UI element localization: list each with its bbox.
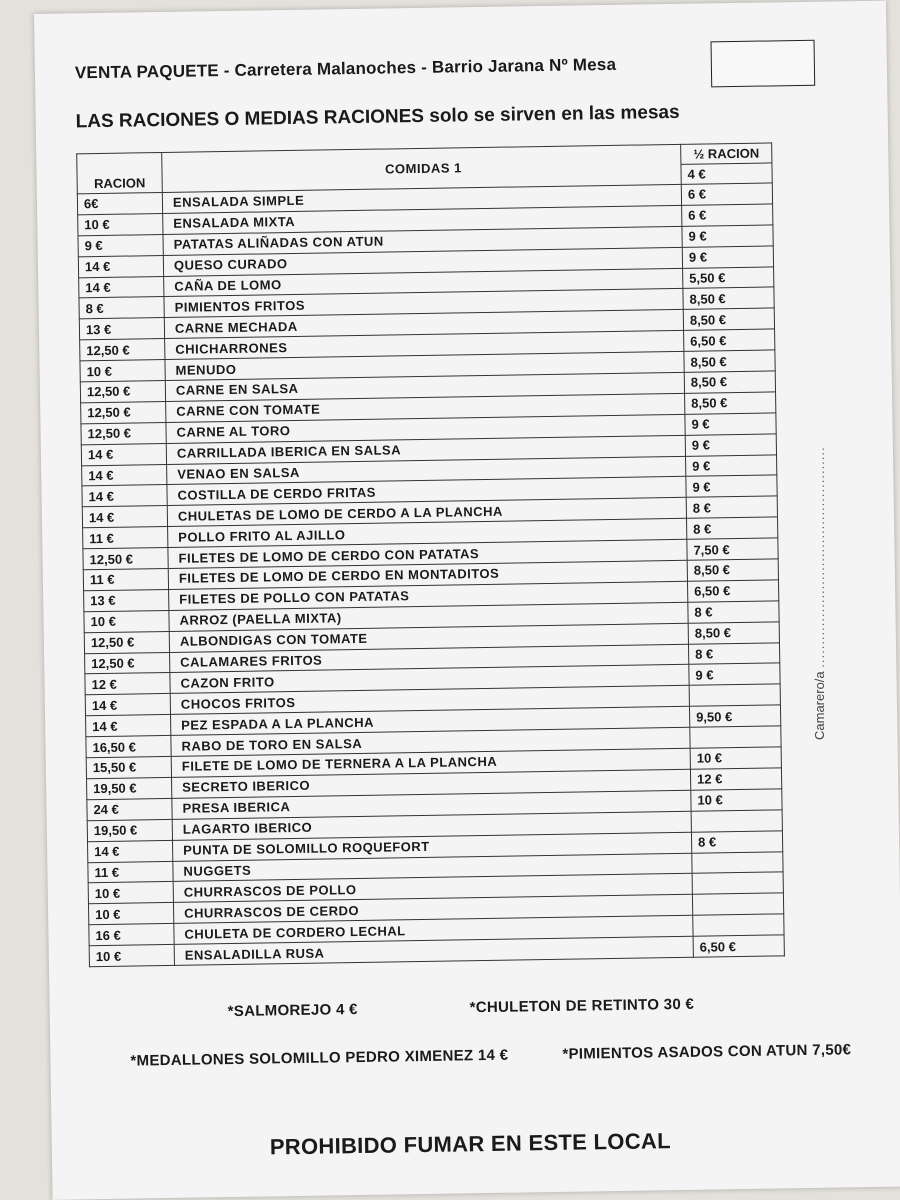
racion-price: 9 € (78, 234, 163, 256)
dish-name: CAÑA DE LOMO (164, 268, 683, 297)
racion-price: 10 € (80, 360, 165, 382)
racion-price: 10 € (88, 882, 173, 904)
dish-name: MENUDO (165, 351, 684, 380)
dish-name: ENSALADILLA RUSA (174, 936, 693, 965)
media-racion-price: 7,50 € (687, 538, 778, 560)
media-racion-price: 6,50 € (687, 580, 778, 602)
dish-name: FILETES DE LOMO DE CERDO CON PATATAS (168, 539, 687, 568)
racion-price: 16,50 € (86, 736, 171, 758)
media-racion-price: 8 € (691, 830, 782, 852)
racion-price: 12,50 € (81, 422, 166, 444)
media-racion-price: 8,50 € (683, 308, 774, 330)
header-racion: RACION (77, 153, 163, 194)
dish-name: CARNE MECHADA (164, 310, 683, 339)
racion-price: 12,50 € (80, 339, 165, 361)
no-smoking-notice: PROHIBIDO FUMAR EN ESTE LOCAL (269, 1128, 672, 1160)
racion-price: 10 € (78, 213, 163, 235)
dish-name: ARROZ (PAELLA MIXTA) (169, 602, 688, 631)
dish-name: PRESA IBERICA (172, 790, 691, 819)
dish-name: COSTILLA DE CERDO FRITAS (167, 477, 686, 506)
racion-price: 11 € (83, 527, 168, 549)
racion-price: 11 € (83, 568, 168, 590)
racion-price: 11 € (88, 861, 173, 883)
racion-price: 12,50 € (81, 401, 166, 423)
racion-price: 12,50 € (85, 652, 170, 674)
racion-price: 14 € (82, 506, 167, 528)
header-comidas: COMIDAS 1 (162, 144, 682, 192)
racion-price: 14 € (88, 840, 173, 862)
racion-price: 15,50 € (86, 756, 171, 778)
waiter-label: Camarero/a (812, 671, 827, 740)
dish-name: PATATAS ALIÑADAS CON ATUN (163, 226, 682, 255)
media-racion-price: 10 € (690, 747, 781, 769)
media-racion-price: 8,50 € (684, 350, 775, 372)
dish-name: POLLO FRITO AL AJILLO (168, 519, 687, 548)
media-racion-price (689, 684, 780, 706)
media-racion-price: 9 € (682, 225, 773, 247)
media-racion-price: 8,50 € (684, 371, 775, 393)
first-media-price: 4 € (681, 162, 771, 183)
dish-name: FILETES DE LOMO DE CERDO EN MONTADITOS (168, 560, 687, 589)
dish-name: SECRETO IBERICO (172, 769, 691, 798)
racion-price: 12,50 € (80, 380, 165, 402)
dish-name: LAGARTO IBERICO (172, 811, 691, 840)
racion-price: 14 € (81, 443, 166, 465)
dish-name: CARNE EN SALSA (165, 372, 684, 401)
dish-name: ENSALADA MIXTA (163, 205, 682, 234)
extra-salmorejo: *SALMOREJO 4 € (227, 1001, 358, 1021)
media-racion-price: 9 € (685, 413, 776, 435)
dish-name: CARNE AL TORO (166, 414, 685, 443)
extra-medallones: *MEDALLONES SOLOMILLO PEDRO XIMENEZ 14 € (130, 1046, 509, 1070)
dish-name: FILETE DE LOMO DE TERNERA A LA PLANCHA (171, 748, 690, 777)
dish-name: CHULETA DE CORDERO LECHAL (174, 915, 693, 944)
dish-name: CARNE CON TOMATE (166, 393, 685, 422)
media-racion-price: 6 € (682, 204, 773, 226)
service-notice: LAS RACIONES O MEDIAS RACIONES solo se sirven en las mesas (75, 101, 680, 133)
menu-sheet (34, 1, 900, 1200)
dish-name: CARRILLADA IBERICA EN SALSA (166, 435, 685, 464)
media-racion-price (693, 914, 784, 936)
racion-price: 6€ (77, 193, 162, 215)
racion-price: 10 € (88, 903, 173, 925)
racion-price: 10 € (89, 944, 174, 966)
media-racion-price: 8 € (688, 642, 779, 664)
media-racion-price: 8,50 € (683, 287, 774, 309)
racion-price: 12 € (85, 673, 170, 695)
header-media-racion (681, 143, 773, 184)
dish-name: CHULETAS DE LOMO DE CERDO A LA PLANCHA (167, 498, 686, 527)
dish-name: NUGGETS (173, 853, 692, 882)
media-racion-price (692, 851, 783, 873)
media-racion-price: 6,50 € (684, 329, 775, 351)
media-racion-price: 8,50 € (688, 622, 779, 644)
dish-name: VENAO EN SALSA (167, 456, 686, 485)
racion-price: 14 € (85, 694, 170, 716)
dish-name: CAZON FRITO (170, 665, 689, 694)
dish-name: PEZ ESPADA A LA PLANCHA (171, 707, 690, 736)
dish-name: ENSALADA SIMPLE (162, 184, 681, 213)
dish-name: CHICHARRONES (165, 331, 684, 360)
racion-price: 10 € (84, 610, 169, 632)
dish-name: FILETES DE POLLO CON PATATAS (169, 581, 688, 610)
media-racion-price: 10 € (691, 789, 782, 811)
waiter-field (812, 446, 827, 740)
racion-price: 8 € (79, 297, 164, 319)
media-racion-price: 9,50 € (689, 705, 780, 727)
media-racion-price: 8 € (686, 496, 777, 518)
dish-name: CHURRASCOS DE CERDO (173, 895, 692, 924)
media-racion-price (692, 872, 783, 894)
header-media-racion-label: ½ RACION (693, 145, 760, 162)
media-racion-price: 8,50 € (685, 392, 776, 414)
extra-chuleton: *CHULETON DE RETINTO 30 € (469, 995, 695, 1017)
racion-price: 19,50 € (87, 777, 172, 799)
racion-price: 13 € (79, 318, 164, 340)
media-racion-price: 8,50 € (687, 559, 778, 581)
media-racion-price: 9 € (682, 246, 773, 268)
racion-price: 14 € (86, 715, 171, 737)
racion-price: 14 € (78, 255, 163, 277)
racion-price: 12,50 € (83, 548, 168, 570)
extra-pimientos-asados: *PIMIENTOS ASADOS CON ATUN 7,50€ (562, 1041, 852, 1063)
racion-price: 14 € (79, 276, 164, 298)
media-racion-price (691, 810, 782, 832)
racion-price: 14 € (82, 485, 167, 507)
dish-name: PIMIENTOS FRITOS (164, 289, 683, 318)
media-racion-price (690, 726, 781, 748)
media-racion-price (692, 893, 783, 915)
dish-name: CHOCOS FRITOS (170, 686, 689, 715)
waiter-dots: ................................................ (812, 446, 827, 668)
dish-name: QUESO CURADO (163, 247, 682, 276)
dish-name: ALBONDIGAS CON TOMATE (169, 623, 688, 652)
media-racion-price: 5,50 € (683, 266, 774, 288)
media-racion-price: 12 € (690, 768, 781, 790)
racion-price: 19,50 € (87, 819, 172, 841)
media-racion-price: 9 € (685, 434, 776, 456)
restaurant-header: VENTA PAQUETE - Carretera Malanoches - Barrio Jarana Nº Mesa (74, 54, 617, 83)
menu-table (76, 142, 785, 967)
dish-name: CALAMARES FRITOS (170, 644, 689, 673)
media-racion-price: 8 € (688, 601, 779, 623)
media-racion-price: 9 € (686, 454, 777, 476)
media-racion-price: 6,50 € (693, 935, 784, 957)
racion-price: 14 € (82, 464, 167, 486)
media-racion-price: 9 € (689, 663, 780, 685)
racion-price: 12,50 € (84, 631, 169, 653)
table-number-box (711, 40, 816, 88)
dish-name: CHURRASCOS DE POLLO (173, 874, 692, 903)
menu-body (77, 183, 784, 967)
dish-name: RABO DE TORO EN SALSA (171, 727, 690, 756)
media-racion-price: 6 € (681, 183, 772, 205)
racion-price: 16 € (89, 924, 174, 946)
dish-name: PUNTA DE SOLOMILLO ROQUEFORT (172, 832, 691, 861)
racion-price: 24 € (87, 798, 172, 820)
media-racion-price: 9 € (686, 475, 777, 497)
media-racion-price: 8 € (687, 517, 778, 539)
racion-price: 13 € (84, 589, 169, 611)
